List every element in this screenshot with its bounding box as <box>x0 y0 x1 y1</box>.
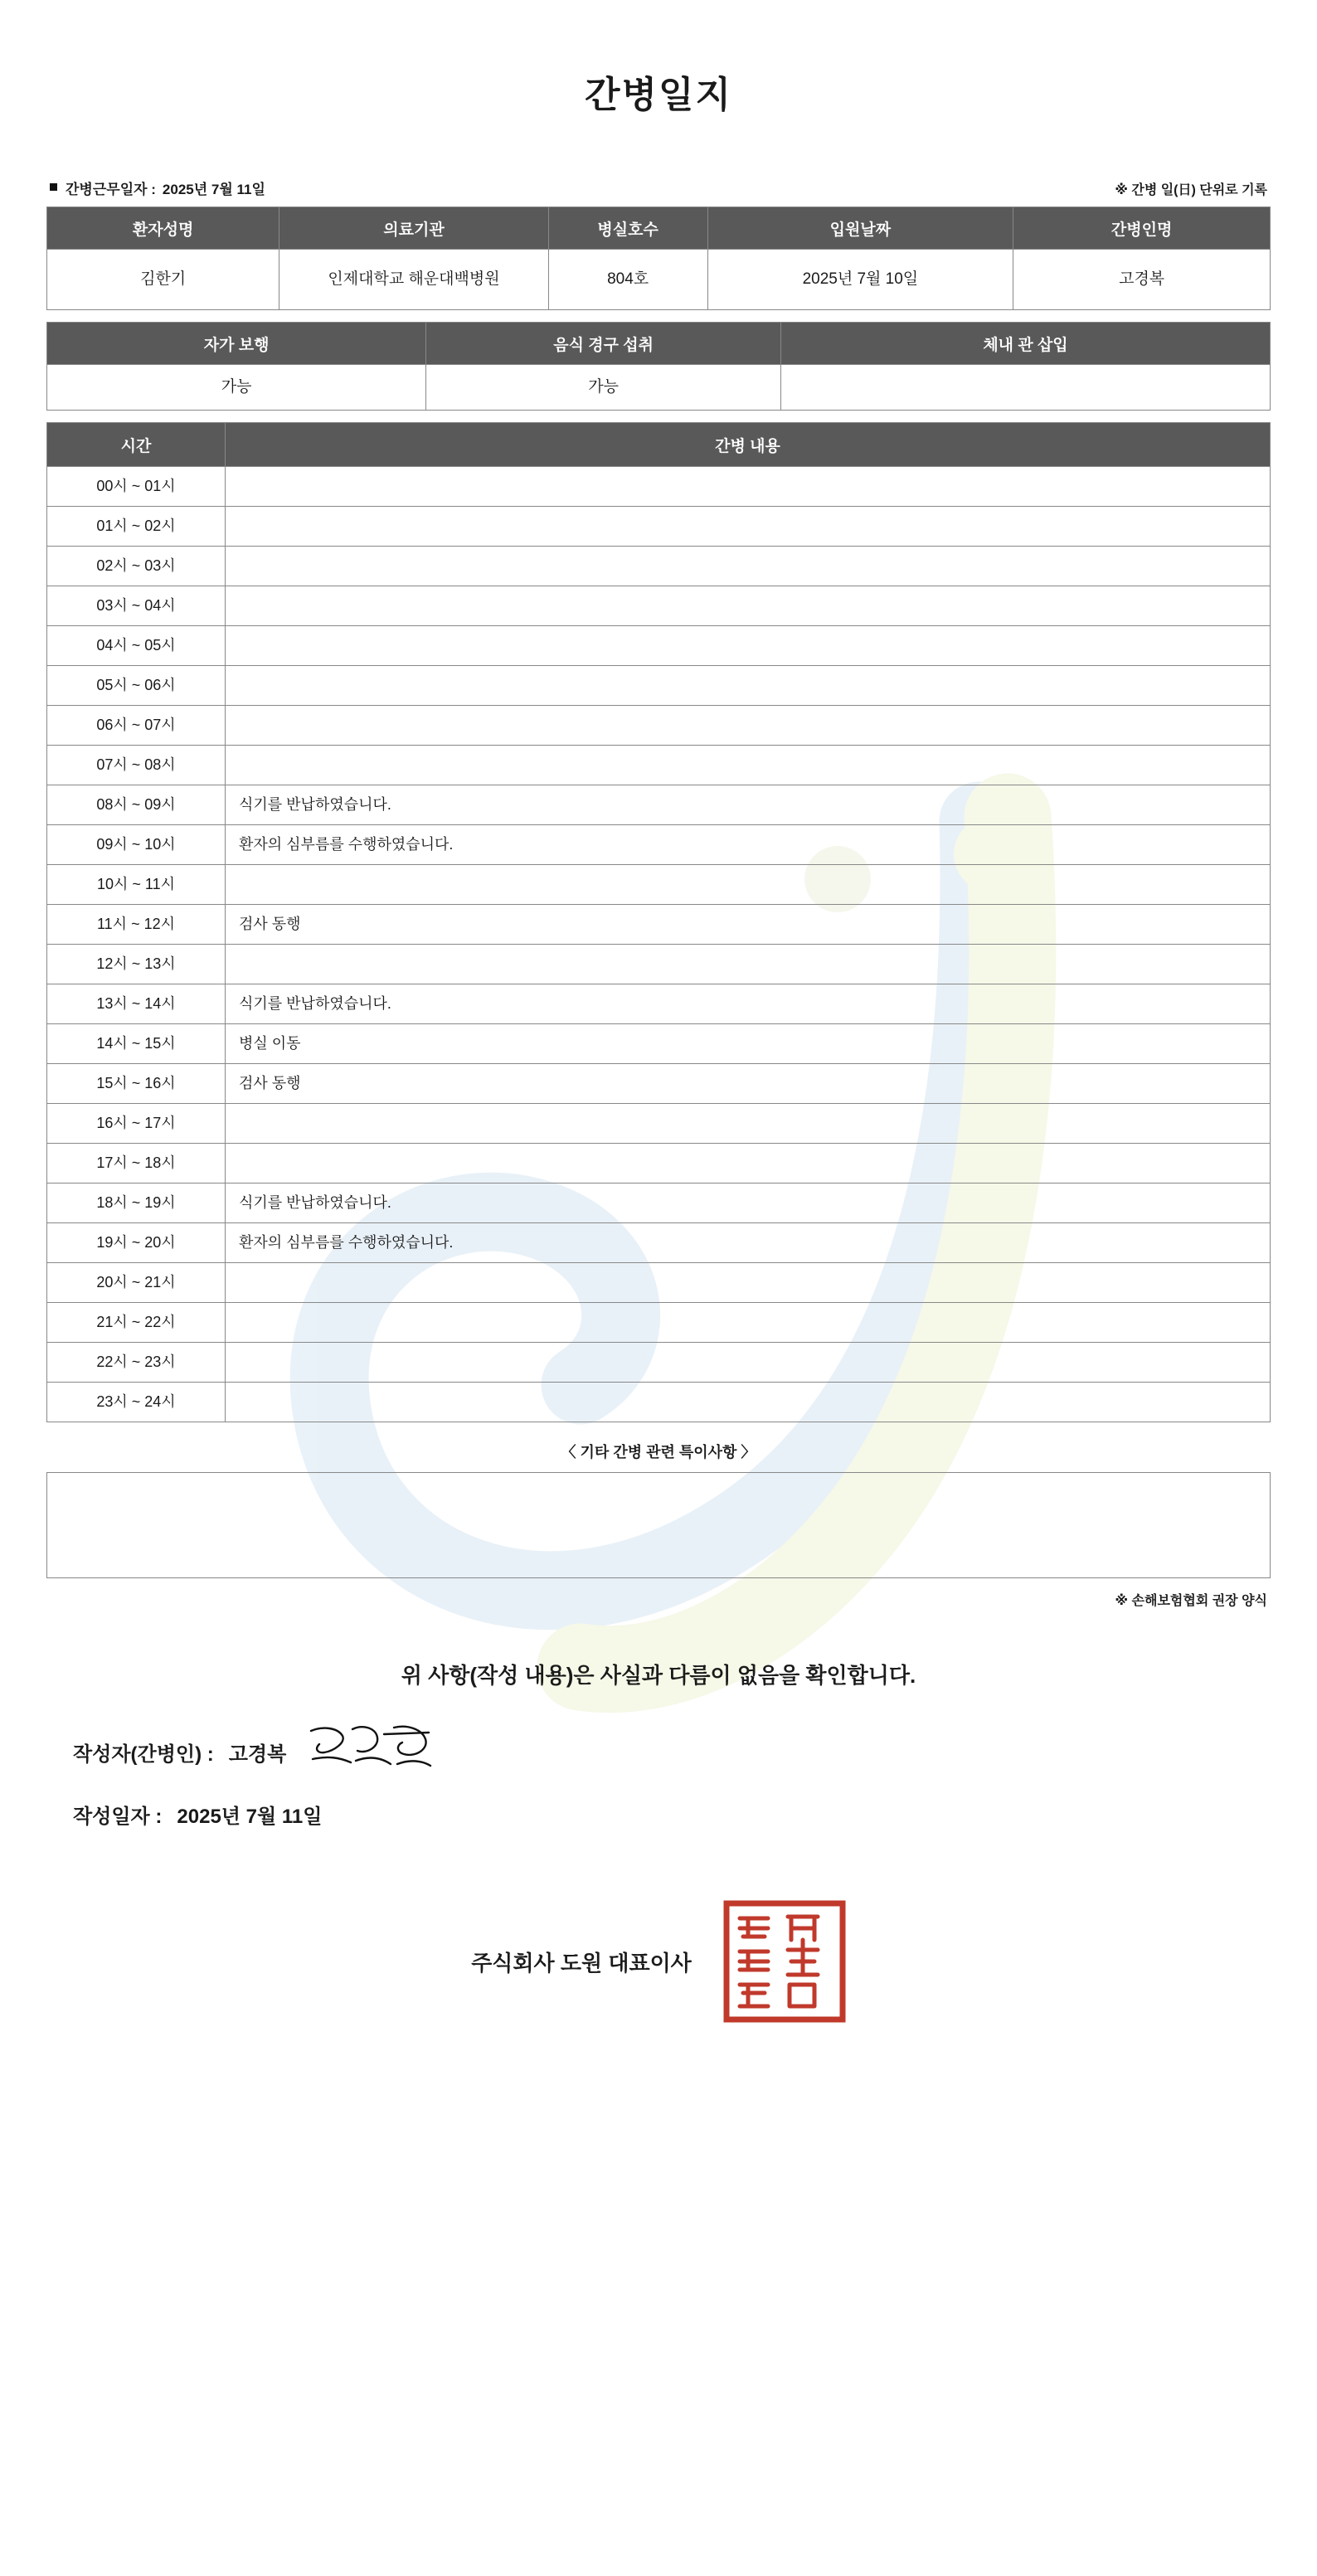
time-cell: 04시 ~ 05시 <box>47 626 226 666</box>
hourly-log-table <box>46 422 1271 1422</box>
table-row <box>47 825 1271 865</box>
table-row <box>47 626 1271 666</box>
table-row <box>47 547 1271 586</box>
care-note-cell[interactable]: 병실 이동 <box>226 1024 1271 1064</box>
time-cell: 05시 ~ 06시 <box>47 666 226 706</box>
work-date-value: 2025년 7월 11일 <box>162 182 265 197</box>
care-note-cell[interactable] <box>226 746 1271 785</box>
care-note-cell[interactable] <box>226 945 1271 984</box>
time-cell: 02시 ~ 03시 <box>47 547 226 586</box>
form-source-note: ※ 손해보험협회 권장 양식 <box>1115 1594 1267 1608</box>
company-name: 주식회사 도원 대표이사 <box>471 1950 692 1976</box>
care-note-cell[interactable]: 환자의 심부름를 수행하였습니다. <box>226 825 1271 865</box>
time-cell: 21시 ~ 22시 <box>47 1303 226 1343</box>
header-self-walking: 자가 보행 <box>47 323 426 365</box>
time-cell: 23시 ~ 24시 <box>47 1383 226 1422</box>
table-header-row <box>47 423 1271 467</box>
care-note-cell[interactable] <box>226 865 1271 905</box>
care-note-cell[interactable] <box>226 706 1271 746</box>
table-row <box>47 1383 1271 1422</box>
header-room-number: 병실호수 <box>548 207 707 250</box>
value-admission-date: 2025년 7월 10일 <box>707 250 1013 310</box>
table-row <box>47 984 1271 1024</box>
care-note-cell[interactable]: 식기를 반납하였습니다. <box>226 984 1271 1024</box>
care-note-cell[interactable] <box>226 1383 1271 1422</box>
company-seal-icon <box>723 1900 846 2023</box>
table-row <box>47 1223 1271 1263</box>
table-row <box>47 785 1271 825</box>
table-row <box>47 250 1271 310</box>
care-note-cell[interactable] <box>226 547 1271 586</box>
table-row <box>47 945 1271 984</box>
care-note-cell[interactable] <box>226 1144 1271 1184</box>
care-note-cell[interactable] <box>226 507 1271 547</box>
care-note-cell[interactable] <box>226 1263 1271 1303</box>
confirmation-statement: 위 사항(작성 내용)은 사실과 다름이 없음을 확인합니다. <box>401 1663 916 1688</box>
time-cell: 00시 ~ 01시 <box>47 467 226 507</box>
care-note-cell[interactable]: 환자의 심부름를 수행하였습니다. <box>226 1223 1271 1263</box>
value-oral-intake: 가능 <box>426 365 781 411</box>
work-date-caption: 간병근무일자 : <box>66 182 156 197</box>
care-note-cell[interactable] <box>226 467 1271 507</box>
time-cell: 12시 ~ 13시 <box>47 945 226 984</box>
header-oral-intake: 음식 경구 섭취 <box>426 323 781 365</box>
value-patient-name: 김한기 <box>47 250 279 310</box>
work-date-label <box>50 177 265 198</box>
meta-row <box>46 177 1271 198</box>
remarks-caption: 〈 기타 간병 관련 특이사항 〉 <box>561 1444 756 1461</box>
time-cell: 18시 ~ 19시 <box>47 1184 226 1223</box>
table-row <box>47 1184 1271 1223</box>
value-caregiver-name: 고경복 <box>1013 250 1271 310</box>
header-patient-name: 환자성명 <box>47 207 279 250</box>
header-care-content: 간병 내용 <box>226 423 1271 467</box>
table-row <box>47 586 1271 626</box>
write-date-label: 작성일자 : <box>73 1806 163 1828</box>
value-hospital: 인제대학교 해운대백병원 <box>279 250 549 310</box>
hourly-log-body <box>47 467 1271 1422</box>
table-row <box>47 507 1271 547</box>
care-note-cell[interactable] <box>226 1104 1271 1144</box>
care-note-cell[interactable] <box>226 626 1271 666</box>
care-note-cell[interactable] <box>226 586 1271 626</box>
care-note-cell[interactable]: 식기를 반납하였습니다. <box>226 1184 1271 1223</box>
time-cell: 09시 ~ 10시 <box>47 825 226 865</box>
table-row <box>47 905 1271 945</box>
value-self-walking: 가능 <box>47 365 426 411</box>
write-date-row <box>73 1800 1271 1829</box>
table-row <box>47 1343 1271 1383</box>
header-hospital: 의료기관 <box>279 207 549 250</box>
time-cell: 16시 ~ 17시 <box>47 1104 226 1144</box>
time-cell: 15시 ~ 16시 <box>47 1064 226 1104</box>
time-cell: 17시 ~ 18시 <box>47 1144 226 1184</box>
page-title: 간병일지 <box>584 75 732 115</box>
writer-name: 고경복 <box>228 1743 287 1766</box>
remarks-box[interactable] <box>46 1472 1271 1578</box>
time-cell: 14시 ~ 15시 <box>47 1024 226 1064</box>
care-note-cell[interactable] <box>226 1343 1271 1383</box>
table-row <box>47 706 1271 746</box>
time-cell: 03시 ~ 04시 <box>47 586 226 626</box>
care-note-cell[interactable] <box>226 666 1271 706</box>
write-date-value: 2025년 7월 11일 <box>177 1806 323 1828</box>
table-row <box>47 1303 1271 1343</box>
header-admission-date: 입원날짜 <box>707 207 1013 250</box>
care-note-cell[interactable]: 식기를 반납하였습니다. <box>226 785 1271 825</box>
header-time: 시간 <box>47 423 226 467</box>
header-caregiver-name: 간병인명 <box>1013 207 1271 250</box>
time-cell: 01시 ~ 02시 <box>47 507 226 547</box>
table-row <box>47 1104 1271 1144</box>
writer-label: 작성자(간병인) : <box>73 1743 214 1766</box>
care-note-cell[interactable]: 검사 동행 <box>226 905 1271 945</box>
time-cell: 06시 ~ 07시 <box>47 706 226 746</box>
table-row <box>47 1064 1271 1104</box>
time-cell: 22시 ~ 23시 <box>47 1343 226 1383</box>
table-row <box>47 666 1271 706</box>
time-cell: 19시 ~ 20시 <box>47 1223 226 1263</box>
time-cell: 11시 ~ 12시 <box>47 905 226 945</box>
value-tube-insertion <box>781 365 1271 411</box>
time-cell: 08시 ~ 09시 <box>47 785 226 825</box>
time-cell: 07시 ~ 08시 <box>47 746 226 785</box>
writer-row <box>73 1719 1271 1785</box>
care-note-cell[interactable]: 검사 동행 <box>226 1064 1271 1104</box>
time-cell: 10시 ~ 11시 <box>47 865 226 905</box>
care-note-cell[interactable] <box>226 1303 1271 1343</box>
company-row <box>46 1900 1271 2023</box>
table-row <box>47 746 1271 785</box>
record-unit-note: ※ 간병 일(日) 단위로 기록 <box>1115 183 1267 197</box>
table-header-row <box>47 207 1271 250</box>
table-row <box>47 1144 1271 1184</box>
table-row <box>47 467 1271 507</box>
care-condition-table <box>46 322 1271 411</box>
header-tube-insertion: 체내 관 삽입 <box>781 323 1271 365</box>
time-cell: 20시 ~ 21시 <box>47 1263 226 1303</box>
table-row <box>47 365 1271 411</box>
table-row <box>47 1024 1271 1064</box>
value-room-number: 804호 <box>548 250 707 310</box>
patient-info-table <box>46 207 1271 310</box>
table-row <box>47 865 1271 905</box>
table-header-row <box>47 323 1271 365</box>
signature-icon <box>304 1716 437 1781</box>
square-bullet-icon <box>50 183 57 191</box>
table-row <box>47 1263 1271 1303</box>
time-cell: 13시 ~ 14시 <box>47 984 226 1024</box>
